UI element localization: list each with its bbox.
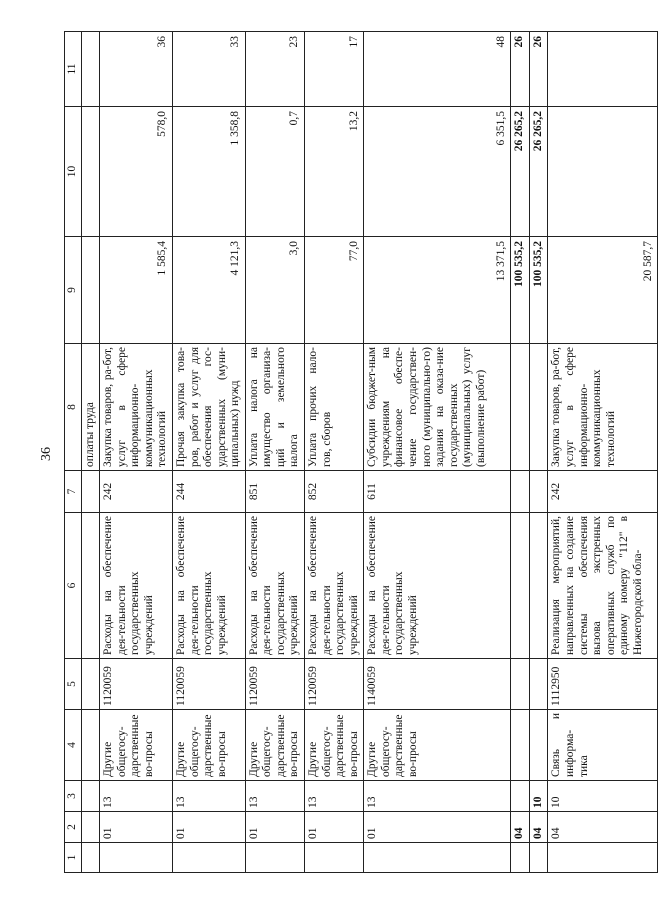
cell-fact: 0,7 <box>245 107 304 237</box>
continuation-text: оплаты труда <box>81 344 100 471</box>
cell-expense-type: 242 <box>100 471 173 513</box>
cell-fact: 6 351,5 <box>364 107 511 237</box>
table-row <box>172 32 245 873</box>
cell-expense-name: Субсидии бюджет-ным учреждениям на финансовое обеспе-чение государствен-ного (муниципально-го) задания на оказа-ние государственных (муниципальных) услуг (выполнение работ) <box>364 344 511 471</box>
table-row <box>548 32 658 873</box>
table-row <box>100 32 173 873</box>
cell-expense-name: Закупка товаров, ра-бот, услуг в сфере информационно-коммуникационных технологий <box>100 344 173 471</box>
cell-target-code: 1120059 <box>305 659 364 710</box>
cell-percent <box>548 32 658 107</box>
cell-section-name: Другие общегосу-дарственные во-просы <box>305 710 364 781</box>
cell-expense-name: Уплата налога на имущество организа-ций и земельного налога <box>245 344 304 471</box>
cell-fact: 1 358,8 <box>172 107 245 237</box>
cell-expense-name: Закупка товаров, ра-бот, услуг в сфере информационно-коммуникационных технологий <box>548 344 658 471</box>
header-cell: 7 <box>65 471 82 513</box>
cell-target-name: Расходы на обеспечение дея-тельности государственных учреждений <box>305 513 364 659</box>
cell-fact <box>548 107 658 237</box>
cell-plan: 4 121,3 <box>172 237 245 344</box>
cell-subsection: 10 <box>548 781 658 812</box>
cell-plan: 20 587,7 <box>548 237 658 344</box>
table-row <box>364 32 511 873</box>
cell-expense-name: Прочая закупка това-ров, работ и услуг для обеспечения гос-ударственных (муни-ципальных) нужд <box>172 344 245 471</box>
cell-subsection: 13 <box>364 781 511 812</box>
cell-fact: 13,2 <box>305 107 364 237</box>
cell-target-code: 1120059 <box>245 659 304 710</box>
header-cell: 6 <box>65 513 82 659</box>
cell-subsection: 13 <box>172 781 245 812</box>
cell-section: 01 <box>172 812 245 843</box>
cell-subsection: 13 <box>305 781 364 812</box>
cell-section-name: Другие общегосу-дарственные во-просы <box>364 710 511 781</box>
cell-target-code: 1112950 <box>548 659 658 710</box>
cell-plan: 100 535,2 <box>511 237 530 344</box>
cell-target-name: Расходы на обеспечение дея-тельности государственных учреждений <box>100 513 173 659</box>
cell-section-name: Другие общегосу-дарственные во-просы <box>245 710 304 781</box>
cell-target-name: Расходы на обеспечение дея-тельности государственных учреждений <box>245 513 304 659</box>
header-cell: 9 <box>65 237 82 344</box>
cell-target-name: Расходы на обеспечение дея-тельности государственных учреждений <box>172 513 245 659</box>
rotated-table-wrapper <box>64 32 654 873</box>
header-cell: 1 <box>65 843 82 873</box>
cell-plan: 13 371,5 <box>364 237 511 344</box>
cell-fact: 26 265,2 <box>529 107 548 237</box>
header-cell: 4 <box>65 710 82 781</box>
sum-row <box>511 32 530 873</box>
budget-table <box>64 31 658 873</box>
header-cell: 2 <box>65 812 82 843</box>
cell-section: 04 <box>548 812 658 843</box>
cell-subsection: 13 <box>100 781 173 812</box>
cell-expense-name: Уплата прочих нало-гов, сборов <box>305 344 364 471</box>
cell-section: 01 <box>364 812 511 843</box>
cell-expense-type: 242 <box>548 471 658 513</box>
cell-plan: 100 535,2 <box>529 237 548 344</box>
header-cell: 11 <box>65 32 82 107</box>
continuation-row <box>81 32 100 873</box>
cell-section-name: Связь и информа-тика <box>548 710 658 781</box>
cell-target-code: 1140059 <box>364 659 511 710</box>
sum-row <box>529 32 548 873</box>
cell-section: 01 <box>100 812 173 843</box>
cell-percent: 26 <box>511 32 530 107</box>
page-number: 36 <box>39 447 54 461</box>
cell-expense-type: 611 <box>364 471 511 513</box>
cell-subsection <box>511 781 530 812</box>
cell-fact: 578,0 <box>100 107 173 237</box>
cell-percent: 23 <box>245 32 304 107</box>
cell-expense-type: 244 <box>172 471 245 513</box>
cell-section: 01 <box>245 812 304 843</box>
cell-plan: 1 585,4 <box>100 237 173 344</box>
cell-section-name: Другие общегосу-дарственные во-просы <box>100 710 173 781</box>
table-row <box>305 32 364 873</box>
header-cell: 3 <box>65 781 82 812</box>
cell-section: 04 <box>511 812 530 843</box>
cell-percent: 48 <box>364 32 511 107</box>
cell-plan: 3,0 <box>245 237 304 344</box>
cell-percent: 36 <box>100 32 173 107</box>
cell-target-code: 1120059 <box>100 659 173 710</box>
header-cell: 10 <box>65 107 82 237</box>
cell-section-name: Другие общегосу-дарственные во-просы <box>172 710 245 781</box>
cell-percent: 17 <box>305 32 364 107</box>
document-sheet <box>64 32 654 873</box>
cell-section: 04 <box>529 812 548 843</box>
cell-expense-type: 852 <box>305 471 364 513</box>
table-row <box>245 32 304 873</box>
cell-expense-type: 851 <box>245 471 304 513</box>
cell-subsection: 10 <box>529 781 548 812</box>
cell-target-code: 1120059 <box>172 659 245 710</box>
header-cell: 8 <box>65 344 82 471</box>
cell-target-name: Расходы на обеспечение дея-тельности государственных учреждений <box>364 513 511 659</box>
cell-target-name: Реализация мероприятий, направленных на создание системы обеспечения вызова экстренных оперативных служб по единому номеру "112" в Нижегородской обла- <box>548 513 658 659</box>
header-row <box>65 32 82 873</box>
cell-percent: 33 <box>172 32 245 107</box>
cell-plan: 77,0 <box>305 237 364 344</box>
header-cell: 5 <box>65 659 82 710</box>
cell-subsection: 13 <box>245 781 304 812</box>
cell-percent: 26 <box>529 32 548 107</box>
cell-section: 01 <box>305 812 364 843</box>
cell-fact: 26 265,2 <box>511 107 530 237</box>
